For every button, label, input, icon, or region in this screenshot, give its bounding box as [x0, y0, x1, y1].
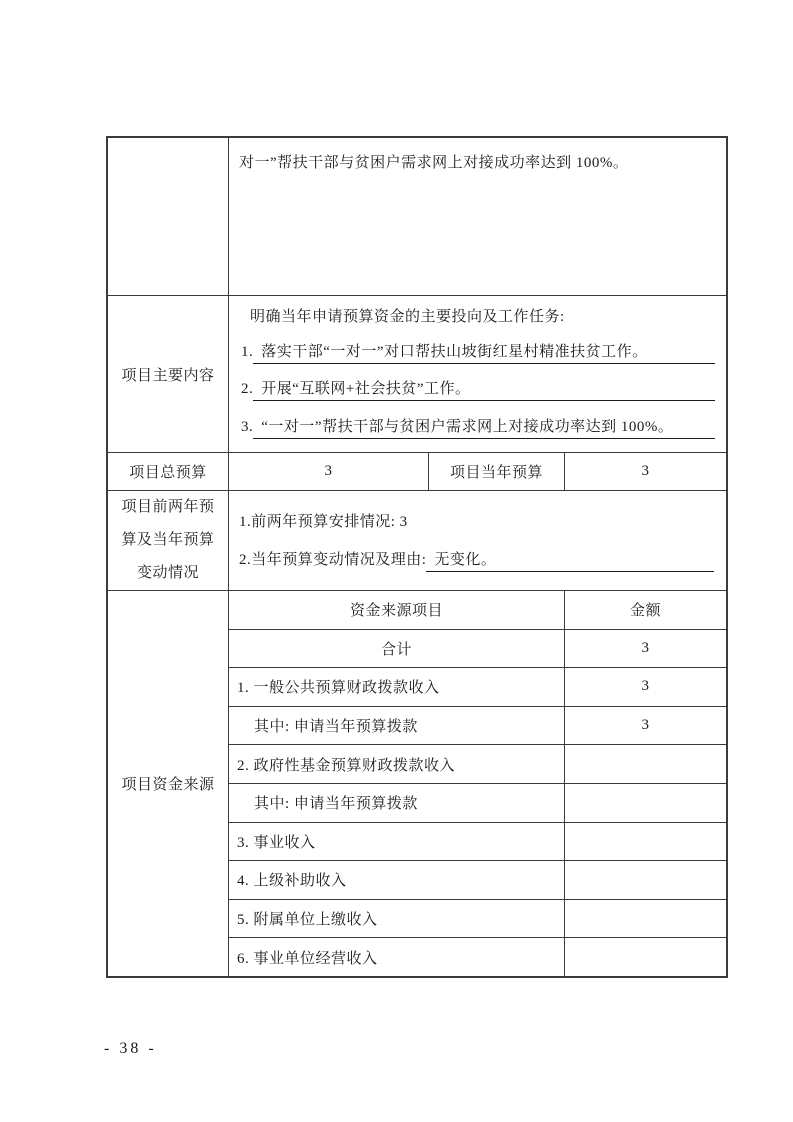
continuation-text: 对一”帮扶干部与贫困户需求网上对接成功率达到 100%。	[239, 155, 629, 171]
continuation-label-cell	[108, 138, 229, 295]
funding-row-6: 6. 事业单位经营收入	[229, 937, 726, 976]
row-main-content	[108, 295, 726, 452]
funding-row-1: 1. 一般公共预算财政拨款收入 3	[229, 667, 726, 706]
funding-source-label: 项目资金来源	[108, 591, 229, 976]
total-budget-value: 3	[229, 453, 429, 490]
total-budget-label: 项目总预算	[108, 453, 229, 490]
funding-row-2: 2. 政府性基金预算财政拨款收入	[229, 744, 726, 783]
main-content-cell	[229, 296, 726, 452]
main-content-label: 项目主要内容	[108, 296, 229, 452]
current-year-budget-label: 项目当年预算	[429, 453, 565, 490]
funding-row-3: 3. 事业收入	[229, 822, 726, 861]
funding-header-row	[229, 591, 726, 629]
page-number: - 38 -	[104, 1040, 157, 1057]
main-content-item-3: 3. “一对一”帮扶干部与贫困户需求网上对接成功率达到 100%。	[241, 415, 720, 439]
funding-header-item: 资金来源项目	[229, 591, 565, 629]
funding-row-4: 4. 上级补助收入	[229, 860, 726, 899]
row-continuation	[108, 138, 726, 295]
row-total-budget	[108, 452, 726, 490]
funding-row-1-sub: 其中: 申请当年预算拨款 3	[229, 706, 726, 745]
project-budget-table	[106, 136, 728, 978]
prev-budget-line2: 2.当年预算变动情况及理由: 无变化。	[239, 548, 720, 572]
main-content-intro: 明确当年申请预算资金的主要投向及工作任务:	[250, 309, 565, 325]
prev-budget-label: 项目前两年预 算及当年预算 变动情况	[108, 491, 229, 590]
current-year-budget-value: 3	[641, 463, 650, 479]
funding-row-2-sub: 其中: 申请当年预算拨款	[229, 783, 726, 822]
funding-row-total: 合计 3	[229, 629, 726, 668]
prev-budget-cell	[229, 491, 726, 590]
funding-table	[229, 591, 726, 976]
main-content-item-1: 1. 落实干部“一对一”对口帮扶山坡街红星村精准扶贫工作。	[241, 340, 720, 364]
main-content-item-2: 2. 开展“互联网+社会扶贫”工作。	[241, 377, 720, 401]
funding-row-5: 5. 附属单位上缴收入	[229, 899, 726, 938]
row-prev-budget	[108, 490, 726, 590]
row-funding-source	[108, 590, 726, 976]
funding-header-amount: 金额	[629, 603, 661, 620]
prev-budget-line1: 1.前两年预算安排情况: 3	[239, 513, 408, 530]
